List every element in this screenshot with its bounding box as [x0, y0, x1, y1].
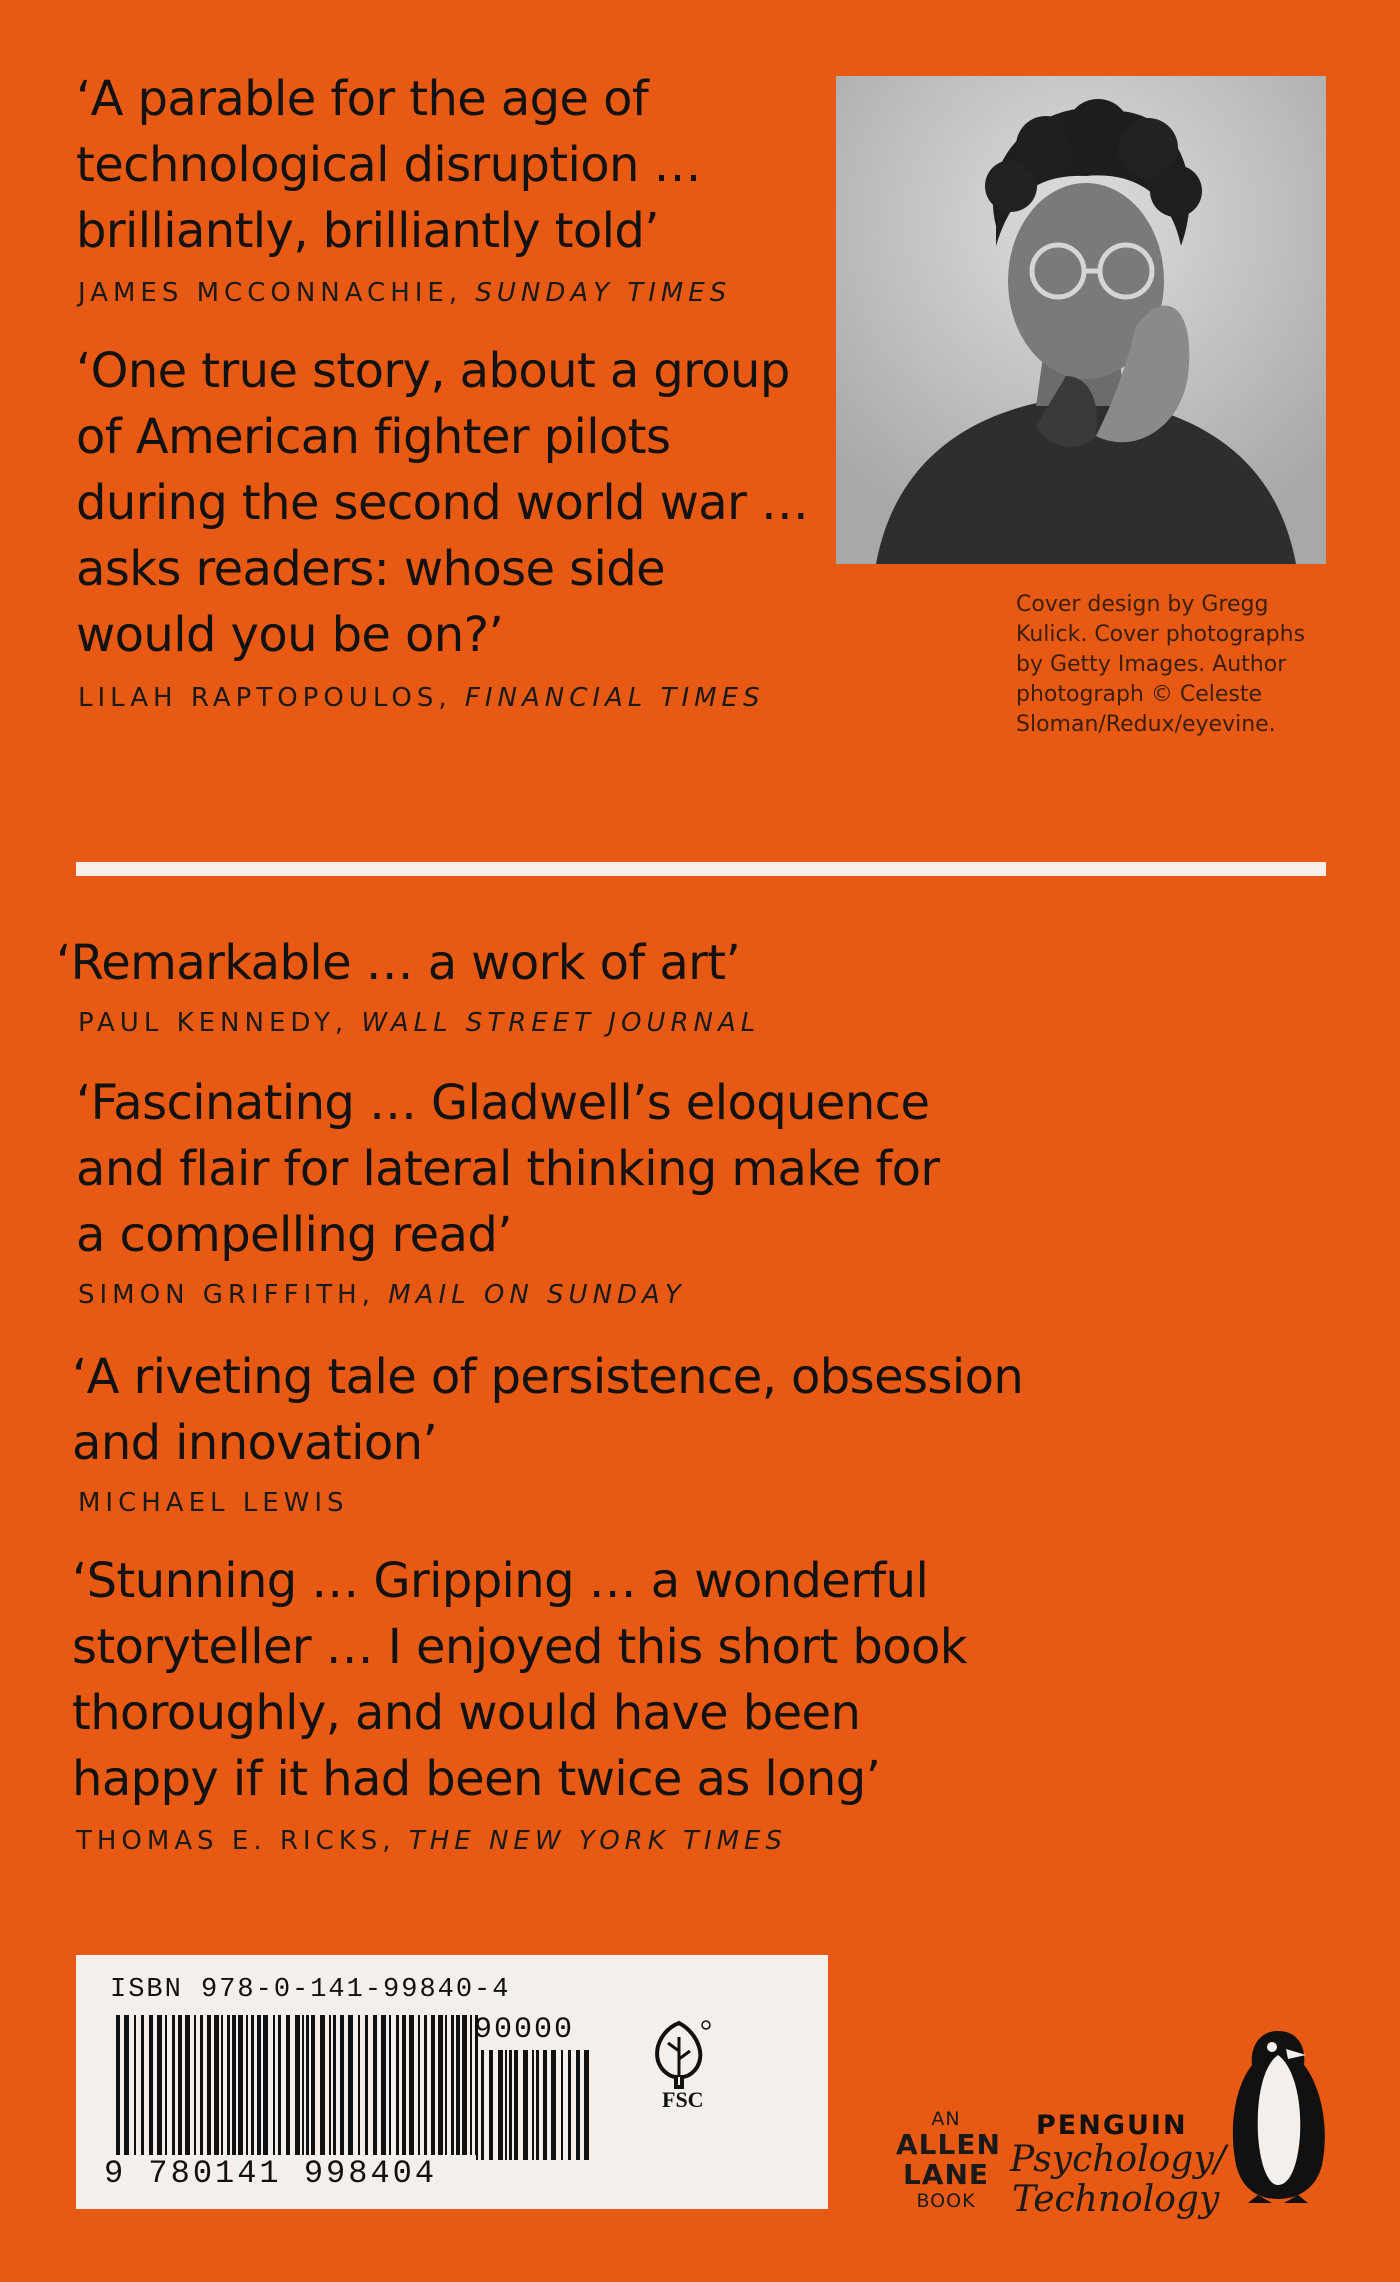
- barcode-bar: [409, 2015, 414, 2155]
- allen-lane-allen: ALLEN: [896, 2128, 1001, 2161]
- barcode-bar: [523, 2050, 528, 2160]
- barcode-bar: [373, 2015, 377, 2155]
- barcode-bar: [141, 2015, 144, 2155]
- fsc-tree-icon: [644, 2019, 714, 2091]
- barcode-digits: 9 780141 998404: [104, 2155, 438, 2192]
- barcode-bar: [257, 2015, 261, 2155]
- attribution-3: [78, 1008, 760, 1038]
- attribution-source: SUNDAY TIMES: [475, 278, 732, 308]
- attribution-1: [78, 278, 731, 308]
- barcode-bar: [306, 2015, 309, 2155]
- barcode-bar: [172, 2015, 175, 2155]
- barcode-bar: [227, 2015, 230, 2155]
- author-portrait-illustration: [836, 76, 1326, 564]
- addon-digits: 90000: [474, 2013, 575, 2047]
- attribution-source: MAIL ON SUNDAY: [388, 1280, 686, 1310]
- attribution-5: [78, 1488, 349, 1518]
- quote-2: ‘One true story, about a group of American fighter pilots during the second world war … asks readers: whose side would you be on?’: [76, 343, 809, 663]
- barcode-bar: [320, 2015, 325, 2155]
- barcode-bar: [358, 2015, 360, 2155]
- attribution-source: FINANCIAL TIMES: [464, 683, 765, 713]
- allen-lane-book: BOOK: [916, 2190, 976, 2212]
- quote-3: ‘Remarkable … a work of art’: [56, 935, 741, 991]
- attribution-author: JAMES MCCONNACHIE,: [78, 278, 476, 308]
- barcode-bar: [365, 2015, 368, 2155]
- barcode-bar: [509, 2050, 512, 2160]
- barcode-bar: [576, 2050, 580, 2160]
- barcode-bar: [251, 2015, 254, 2155]
- barcode-bar: [514, 2050, 518, 2160]
- barcode-bar: [489, 2050, 493, 2160]
- barcode-bar: [286, 2015, 290, 2155]
- barcode-bar: [389, 2015, 391, 2155]
- barcode-bar: [185, 2015, 190, 2155]
- barcode-bar: [424, 2015, 427, 2155]
- barcode-bar: [462, 2015, 467, 2155]
- barcode-bar: [311, 2015, 315, 2155]
- barcode-bar: [348, 2015, 353, 2155]
- barcode-bar: [340, 2015, 344, 2155]
- barcode-bar: [278, 2015, 281, 2155]
- barcode-bar: [302, 2015, 304, 2155]
- barcode-bar: [232, 2015, 236, 2155]
- barcode-bar: [498, 2050, 503, 2160]
- quote-6: ‘Stunning … Gripping … a wonderful storyteller … I enjoyed this short book thoroughly, and would have been happy if it had been twice as long’: [72, 1553, 967, 1807]
- attribution-author: LILAH RAPTOPOULOS,: [78, 683, 465, 713]
- allen-lane-logo: [896, 2108, 1001, 2212]
- attribution-source: WALL STREET JOURNAL: [361, 1008, 761, 1038]
- barcode-bar: [200, 2015, 203, 2155]
- barcode-bar: [214, 2015, 219, 2155]
- barcode-bar: [221, 2015, 223, 2155]
- barcode-bar: [124, 2015, 129, 2155]
- ean-barcode: [116, 2015, 486, 2155]
- quote-1: ‘A parable for the age of technological disruption … brilliantly, brilliantly told’: [76, 71, 701, 259]
- barcode-bar: [584, 2050, 589, 2160]
- attribution-2: [78, 683, 764, 713]
- barcode-bar: [134, 2015, 136, 2155]
- isbn-label: ISBN 978-0-141-99840-4: [110, 1975, 511, 2005]
- barcode-panel: [76, 1955, 828, 2209]
- barcode-bar: [273, 2015, 275, 2155]
- barcode-bar: [333, 2015, 336, 2155]
- barcode-bar: [194, 2015, 196, 2155]
- barcode-bar: [149, 2015, 153, 2155]
- attribution-6: [76, 1826, 787, 1856]
- barcode-bar: [438, 2015, 443, 2155]
- barcode-bar: [456, 2015, 460, 2155]
- barcode-bar: [561, 2050, 563, 2160]
- series-line-1: Psychology/: [1010, 2139, 1226, 2180]
- attribution-author: PAUL KENNEDY,: [78, 1008, 362, 1038]
- barcode-bar: [381, 2015, 386, 2155]
- quote-4: ‘Fascinating … Gladwell’s eloquence and flair for lateral thinking make for a compelling read’: [76, 1075, 940, 1263]
- penguin-logo-icon: [1222, 2025, 1334, 2205]
- author-photo: [836, 76, 1326, 564]
- barcode-bar: [532, 2050, 534, 2160]
- addon-barcode: [476, 2050, 626, 2180]
- allen-lane-an: AN: [931, 2108, 961, 2130]
- barcode-bar: [329, 2015, 331, 2155]
- barcode-bar: [396, 2015, 399, 2155]
- barcode-bar: [238, 2015, 243, 2155]
- barcode-bar: [402, 2015, 406, 2155]
- allen-lane-lane: LANE: [902, 2158, 990, 2191]
- barcode-bar: [207, 2015, 211, 2155]
- attribution-author: THOMAS E. RICKS,: [76, 1826, 409, 1856]
- attribution-author: MICHAEL LEWIS: [78, 1488, 349, 1518]
- penguin-wordmark: PENGUIN: [1036, 2110, 1188, 2141]
- barcode-bar: [476, 2050, 478, 2160]
- barcode-bar: [418, 2015, 420, 2155]
- attribution-4: [78, 1280, 686, 1310]
- barcode-bar: [505, 2050, 507, 2160]
- barcode-bar: [295, 2015, 300, 2155]
- cover-credits: Cover design by Gregg Kulick. Cover photographs by Getty Images. Author photograph © Celeste Sloman/Redux/eyevine.: [1016, 592, 1306, 737]
- fsc-label: FSC: [662, 2087, 704, 2112]
- barcode-bar: [451, 2015, 454, 2155]
- barcode-bar: [568, 2050, 571, 2160]
- barcode-bar: [116, 2015, 120, 2155]
- barcode-bar: [536, 2050, 539, 2160]
- barcode-bar: [178, 2015, 182, 2155]
- barcode-bar: [470, 2015, 472, 2155]
- attribution-author: SIMON GRIFFITH,: [78, 1280, 389, 1310]
- barcode-bar: [157, 2015, 162, 2155]
- barcode-bar: [551, 2050, 556, 2160]
- series-name: [1010, 2140, 1226, 2220]
- section-divider: [76, 862, 1326, 876]
- quote-5: ‘A riveting tale of persistence, obsession and innovation’: [72, 1349, 1024, 1471]
- barcode-bar: [445, 2015, 447, 2155]
- barcode-bar: [543, 2050, 547, 2160]
- barcode-bar: [263, 2015, 268, 2155]
- series-line-2: Technology: [1012, 2179, 1220, 2220]
- barcode-bar: [165, 2015, 167, 2155]
- barcode-bar: [481, 2050, 484, 2160]
- barcode-bar: [431, 2015, 435, 2155]
- barcode-bar: [246, 2015, 248, 2155]
- attribution-source: THE NEW YORK TIMES: [408, 1826, 787, 1856]
